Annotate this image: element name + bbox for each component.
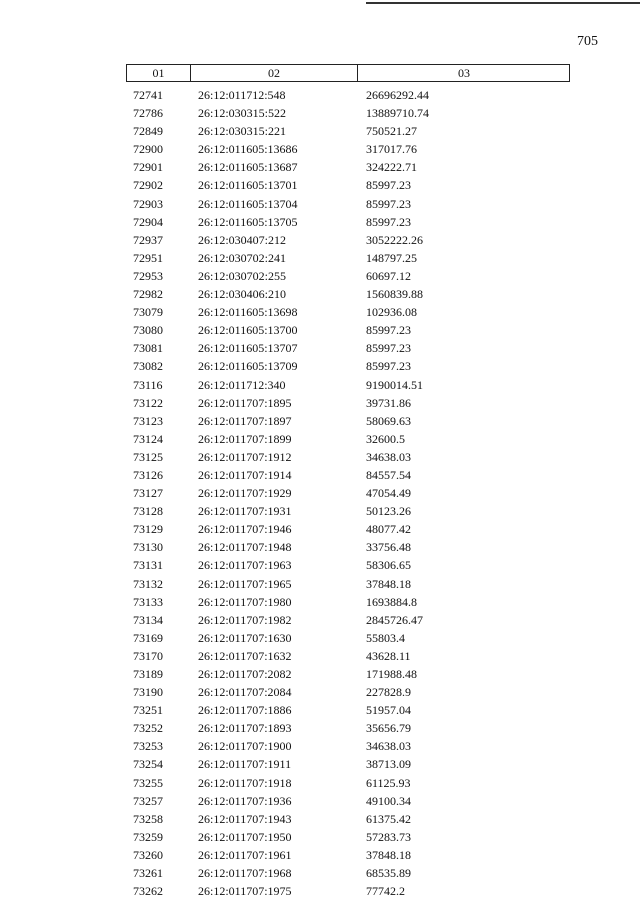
table-row <box>0 755 640 773</box>
cell-id: 73261 <box>133 866 163 881</box>
cell-value: 33756.48 <box>366 540 411 555</box>
cell-cadastral-number: 26:12:011707:1630 <box>198 630 292 645</box>
cell-value: 32600.5 <box>366 431 405 446</box>
cell-cadastral-number: 26:12:011707:1886 <box>198 703 292 718</box>
cell-cadastral-number: 26:12:011605:13704 <box>198 196 298 211</box>
table-row <box>0 484 640 502</box>
cell-value: 43628.11 <box>366 648 411 663</box>
cell-id: 73258 <box>133 811 163 826</box>
cell-value: 60697.12 <box>366 268 411 283</box>
cell-id: 73169 <box>133 630 163 645</box>
table-row <box>0 810 640 828</box>
cell-value: 85997.23 <box>366 359 411 374</box>
cell-id: 73124 <box>133 431 163 446</box>
cell-id: 72953 <box>133 268 163 283</box>
cell-value: 13889710.74 <box>366 106 429 121</box>
cell-value: 324222.71 <box>366 160 417 175</box>
cell-value: 9190014.51 <box>366 377 423 392</box>
cell-value: 750521.27 <box>366 124 417 139</box>
table-row <box>0 864 640 882</box>
cell-value: 1693884.8 <box>366 594 417 609</box>
table-row <box>0 158 640 176</box>
cell-value: 85997.23 <box>366 196 411 211</box>
cell-value: 85997.23 <box>366 178 411 193</box>
cell-id: 73134 <box>133 612 163 627</box>
table-row <box>0 737 640 755</box>
cell-id: 72937 <box>133 232 163 247</box>
cell-cadastral-number: 26:12:011707:1918 <box>198 775 292 790</box>
cell-id: 73260 <box>133 847 163 862</box>
table-row <box>0 792 640 810</box>
cell-cadastral-number: 26:12:011707:1950 <box>198 829 292 844</box>
cell-value: 85997.23 <box>366 323 411 338</box>
cell-id: 73252 <box>133 721 163 736</box>
table-row <box>0 538 640 556</box>
table-row <box>0 140 640 158</box>
cell-cadastral-number: 26:12:011605:13698 <box>198 305 298 320</box>
cell-value: 48077.42 <box>366 522 411 537</box>
cell-id: 73259 <box>133 829 163 844</box>
cell-value: 50123.26 <box>366 504 411 519</box>
header-col-03: 03 <box>458 66 470 80</box>
cell-id: 73122 <box>133 395 163 410</box>
cell-cadastral-number: 26:12:011707:1946 <box>198 522 292 537</box>
cell-cadastral-number: 26:12:011707:1943 <box>198 811 292 826</box>
cell-id: 72904 <box>133 214 163 229</box>
cell-value: 61375.42 <box>366 811 411 826</box>
cell-cadastral-number: 26:12:011707:1632 <box>198 648 292 663</box>
table-row <box>0 882 640 900</box>
table-row <box>0 846 640 864</box>
cell-value: 47054.49 <box>366 486 411 501</box>
cell-cadastral-number: 26:12:011605:13700 <box>198 323 298 338</box>
cell-id: 72951 <box>133 250 163 265</box>
cell-id: 72982 <box>133 287 163 302</box>
table-row <box>0 104 640 122</box>
cell-cadastral-number: 26:12:030702:241 <box>198 250 287 265</box>
cell-cadastral-number: 26:12:011707:1929 <box>198 486 292 501</box>
cell-cadastral-number: 26:12:011712:340 <box>198 377 286 392</box>
cell-id: 73081 <box>133 341 163 356</box>
cell-value: 2845726.47 <box>366 612 423 627</box>
table-row <box>0 647 640 665</box>
cell-cadastral-number: 26:12:011707:2082 <box>198 667 292 681</box>
cell-id: 72900 <box>133 142 163 157</box>
cell-id: 73190 <box>133 685 163 700</box>
cell-id: 73189 <box>133 667 163 681</box>
table-row <box>0 683 640 701</box>
table-row <box>0 176 640 194</box>
cell-cadastral-number: 26:12:011707:1961 <box>198 847 292 862</box>
cell-id: 73132 <box>133 576 163 591</box>
cell-value: 171988.48 <box>366 667 417 681</box>
cell-value: 37848.18 <box>366 576 411 591</box>
table-row <box>0 629 640 647</box>
table-row <box>0 448 640 466</box>
cell-cadastral-number: 26:12:011707:1895 <box>198 395 292 410</box>
cell-value: 55803.4 <box>366 630 405 645</box>
cell-id: 73262 <box>133 884 163 899</box>
cell-id: 73079 <box>133 305 163 320</box>
cell-value: 58069.63 <box>366 413 411 428</box>
table-header <box>126 64 570 82</box>
cell-cadastral-number: 26:12:011605:13707 <box>198 341 298 356</box>
cell-id: 73116 <box>133 377 163 392</box>
table-row <box>0 122 640 140</box>
table-row <box>0 285 640 303</box>
cell-id: 73126 <box>133 467 163 482</box>
table-row <box>0 249 640 267</box>
cell-cadastral-number: 26:12:011707:1975 <box>198 884 292 899</box>
table-row <box>0 575 640 593</box>
cell-id: 73128 <box>133 504 163 519</box>
header-col-02: 02 <box>268 66 280 80</box>
table-body <box>0 86 640 900</box>
table-row <box>0 556 640 574</box>
cell-cadastral-number: 26:12:030702:255 <box>198 268 287 283</box>
top-rule <box>366 2 640 4</box>
cell-value: 77742.2 <box>366 884 405 899</box>
table-row <box>0 719 640 737</box>
cell-cadastral-number: 26:12:030315:221 <box>198 124 287 139</box>
cell-id: 73129 <box>133 522 163 537</box>
cell-value: 1560839.88 <box>366 287 423 302</box>
cell-value: 68535.89 <box>366 866 411 881</box>
table-row <box>0 213 640 231</box>
cell-value: 34638.03 <box>366 449 411 464</box>
table-row <box>0 593 640 611</box>
cell-cadastral-number: 26:12:011707:1980 <box>198 594 292 609</box>
cell-cadastral-number: 26:12:011707:1965 <box>198 576 292 591</box>
table-row <box>0 412 640 430</box>
cell-value: 148797.25 <box>366 250 417 265</box>
cell-id: 72902 <box>133 178 163 193</box>
cell-value: 61125.93 <box>366 775 411 790</box>
cell-value: 26696292.44 <box>366 88 429 102</box>
cell-value: 58306.65 <box>366 558 411 573</box>
header-col-01: 01 <box>152 66 165 80</box>
cell-value: 85997.23 <box>366 214 411 229</box>
cell-value: 3052222.26 <box>366 232 423 247</box>
cell-id: 72849 <box>133 124 163 139</box>
table-row <box>0 502 640 520</box>
cell-cadastral-number: 26:12:011707:1900 <box>198 739 292 754</box>
cell-value: 34638.03 <box>366 739 411 754</box>
cell-id: 73170 <box>133 648 163 663</box>
table-row <box>0 665 640 683</box>
page-number: 705 <box>577 34 598 49</box>
cell-value: 57283.73 <box>366 829 411 844</box>
cell-value: 38713.09 <box>366 757 411 772</box>
cell-cadastral-number: 26:12:011707:1936 <box>198 793 292 808</box>
cell-cadastral-number: 26:12:030406:210 <box>198 287 287 302</box>
table-row <box>0 321 640 339</box>
cell-cadastral-number: 26:12:011707:1931 <box>198 504 292 519</box>
cell-id: 72741 <box>133 88 163 102</box>
cell-id: 73123 <box>133 413 163 428</box>
table-row <box>0 339 640 357</box>
table-row <box>0 303 640 321</box>
table-row <box>0 376 640 394</box>
cell-id: 73257 <box>133 793 163 808</box>
table-row <box>0 231 640 249</box>
cell-id: 73080 <box>133 323 163 338</box>
table-row <box>0 466 640 484</box>
cell-id: 72901 <box>133 160 163 175</box>
cell-value: 49100.34 <box>366 793 411 808</box>
table-row <box>0 611 640 629</box>
cell-cadastral-number: 26:12:011605:13705 <box>198 214 298 229</box>
cell-cadastral-number: 26:12:011707:1897 <box>198 413 292 428</box>
cell-value: 35656.79 <box>366 721 411 736</box>
cell-id: 73127 <box>133 486 163 501</box>
cell-id: 73082 <box>133 359 163 374</box>
cell-cadastral-number: 26:12:011707:2084 <box>198 685 292 700</box>
cell-value: 37848.18 <box>366 847 411 862</box>
cell-cadastral-number: 26:12:011707:1893 <box>198 721 292 736</box>
cell-cadastral-number: 26:12:011707:1948 <box>198 540 292 555</box>
cell-cadastral-number: 26:12:011605:13687 <box>198 160 298 175</box>
table-row <box>0 357 640 375</box>
cell-value: 51957.04 <box>366 703 411 718</box>
cell-cadastral-number: 26:12:011712:548 <box>198 88 286 102</box>
cell-value: 85997.23 <box>366 341 411 356</box>
table-row <box>0 394 640 412</box>
cell-cadastral-number: 26:12:011605:13686 <box>198 142 298 157</box>
cell-id: 73253 <box>133 739 163 754</box>
cell-cadastral-number: 26:12:011707:1963 <box>198 558 292 573</box>
cell-cadastral-number: 26:12:011707:1912 <box>198 449 292 464</box>
table-row <box>0 86 640 104</box>
cell-cadastral-number: 26:12:011707:1982 <box>198 612 292 627</box>
cell-id: 73133 <box>133 594 163 609</box>
cell-cadastral-number: 26:12:011605:13701 <box>198 178 298 193</box>
cell-cadastral-number: 26:12:011707:1899 <box>198 431 292 446</box>
cell-cadastral-number: 26:12:030407:212 <box>198 232 287 247</box>
cell-id: 73130 <box>133 540 163 555</box>
table-row <box>0 828 640 846</box>
cell-id: 73255 <box>133 775 163 790</box>
cell-id: 73125 <box>133 449 163 464</box>
cell-id: 73131 <box>133 558 163 573</box>
cell-cadastral-number: 26:12:011707:1968 <box>198 866 292 881</box>
cell-value: 84557.54 <box>366 467 411 482</box>
table-row <box>0 195 640 213</box>
table-row <box>0 520 640 538</box>
cell-id: 72903 <box>133 196 163 211</box>
cell-id: 73254 <box>133 757 163 772</box>
cell-id: 72786 <box>133 106 163 121</box>
cell-value: 317017.76 <box>366 142 417 157</box>
cell-value: 102936.08 <box>366 305 417 320</box>
table-row <box>0 430 640 448</box>
cell-cadastral-number: 26:12:011605:13709 <box>198 359 298 374</box>
table-row <box>0 701 640 719</box>
table-row <box>0 267 640 285</box>
cell-cadastral-number: 26:12:011707:1911 <box>198 757 292 772</box>
cell-id: 73251 <box>133 703 163 718</box>
cell-value: 39731.86 <box>366 395 411 410</box>
cell-value: 227828.9 <box>366 685 411 700</box>
cell-cadastral-number: 26:12:011707:1914 <box>198 467 292 482</box>
cell-cadastral-number: 26:12:030315:522 <box>198 106 287 121</box>
table-row <box>0 774 640 792</box>
